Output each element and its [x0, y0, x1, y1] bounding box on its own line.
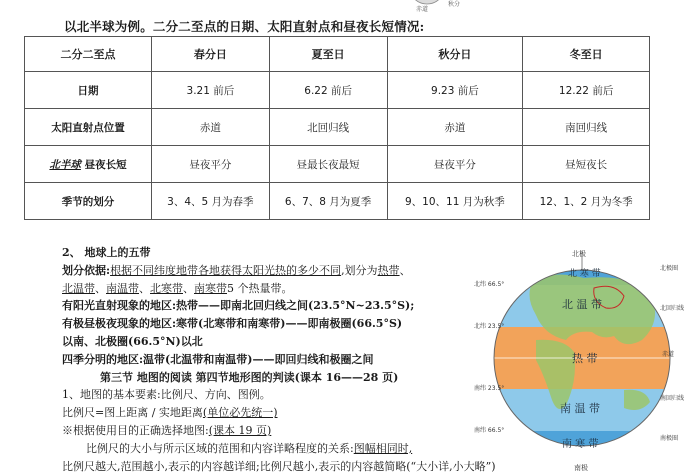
temperate-line: 四季分明的地区:温带(北温带和南温带)——即回归线和极圈之间	[62, 352, 374, 366]
basis-text: 根据不同纬度地带各地获得太阳光热的多少不同	[110, 263, 342, 277]
table-header: 冬至日	[523, 37, 650, 72]
table-header: 秋分日	[387, 37, 523, 72]
choose-map-text: ※根据使用目的正确选择地图:	[62, 423, 209, 437]
table-cell: 6.22 前后	[269, 72, 387, 109]
basis-end: 、	[399, 263, 411, 277]
table-cell: 北回归线	[269, 109, 387, 146]
table-header: 二分二至点	[25, 37, 152, 72]
scale-line	[62, 404, 482, 422]
frigid-line: 有极昼极夜现象的地区:寒带(北寒带和南寒带)——即南极圈(66.5°S)	[62, 317, 403, 331]
table-row	[25, 183, 650, 220]
table-row	[25, 146, 650, 183]
top-figure-fragment	[392, 0, 462, 14]
row-label-prefix: 北半球	[49, 158, 81, 171]
zones-end: 5 个热量带。	[227, 281, 293, 295]
table-cell: 3、4、5 月为春季	[152, 183, 270, 220]
scale-relation-line	[62, 440, 482, 458]
table-header: 夏至日	[269, 37, 387, 72]
five-zones-globe	[474, 240, 685, 472]
table-cell: 3.21 前后	[152, 72, 270, 109]
table-header: 春分日	[152, 37, 270, 72]
zone-north-temperate: 北温带	[62, 281, 95, 295]
side-label: 南极圈	[660, 435, 679, 442]
scale-rule-line: 比例尺越大,范围越小,表示的内容越详细;比例尺越小,表示的内容越简略(“大小详,小大略”)	[62, 459, 496, 473]
table-cell: 赤道	[387, 109, 523, 146]
scale-formula: 比例尺=图上距离 / 实地距离	[62, 406, 203, 420]
table-header-row	[25, 37, 650, 72]
table-cell: 昼最长夜最短	[269, 146, 387, 183]
top-figure-label-left: 赤道	[416, 6, 429, 13]
table-cell: 昼夜平分	[387, 146, 523, 183]
basis-line	[62, 262, 482, 280]
table-cell: 6、7、8 月为夏季	[269, 183, 387, 220]
choose-map-line	[62, 422, 482, 440]
zone-label: 南 温 带	[560, 402, 600, 415]
zone-torrid: 热带	[377, 263, 400, 277]
row-label: 日期	[25, 72, 152, 109]
basis-text-2: ,划分为	[341, 263, 378, 277]
solstice-equinox-table	[24, 36, 650, 220]
lat-label: 北纬 23.5°	[474, 323, 505, 330]
lat-label: 南纬 23.5°	[474, 385, 505, 392]
row-label-text: 昼夜长短	[84, 158, 127, 171]
side-label: 赤道	[662, 351, 675, 358]
row-label	[25, 146, 152, 183]
table-cell: 12、1、2 月为冬季	[523, 183, 650, 220]
basis-label: 划分依据:	[62, 263, 111, 277]
top-figure-label-right: 秋分	[448, 1, 461, 8]
side-label: 北极圈	[660, 265, 679, 272]
section3-title: 第三节 地图的阅读 第四节地形图的判读(课本 16——28 页)	[100, 370, 399, 384]
choose-map-ref: (课本 19 页)	[208, 423, 272, 437]
scale-note: (单位必先统一)	[202, 406, 278, 420]
row-label: 太阳直射点位置	[25, 109, 152, 146]
lat-label: 南纬 66.5°	[474, 427, 505, 434]
zones-line: 北温带、南温带、北寒带、南寒带5 个热量带。	[62, 281, 293, 295]
intro-sentence: 以北半球为例。二分二至点的日期、太阳直射点和昼夜长短情况:	[64, 19, 425, 34]
scale-relation-note: 图幅相同时,	[353, 441, 413, 455]
zone-south-temperate: 南温带	[106, 281, 139, 295]
map-elements-line: 1、地图的基本要素:比例尺、方向、图例。	[62, 388, 271, 402]
south-pole-label: 南极	[574, 464, 588, 472]
table-cell: 南回归线	[523, 109, 650, 146]
table-cell: 9、10、11 月为秋季	[387, 183, 523, 220]
lat-label: 北纬 66.5°	[474, 281, 505, 288]
torrid-line: 有阳光直射现象的地区:热带——即南北回归线之间(23.5°N~23.5°S);	[62, 299, 415, 313]
zone-label: 热 带	[572, 352, 598, 365]
table-row	[25, 72, 650, 109]
zone-north-frigid: 北寒带	[150, 281, 183, 295]
top-figure-earth	[409, 0, 445, 4]
zone-south-frigid: 南寒带	[194, 281, 227, 295]
side-label: 北回归线	[660, 305, 685, 312]
scale-relation-text: 比例尺的大小与所示区域的范围和内容详略程度的关系:	[86, 441, 354, 455]
table-cell: 赤道	[152, 109, 270, 146]
frigid-line-2: 以南、北极圈(66.5°N)以北	[62, 334, 203, 348]
table-row	[25, 109, 650, 146]
table-cell: 12.22 前后	[523, 72, 650, 109]
zone-label: 北 寒 带	[568, 269, 601, 279]
table-cell: 昼夜平分	[152, 146, 270, 183]
section-heading: 2、 地球上的五带	[62, 246, 151, 259]
north-pole-label: 北极	[572, 250, 586, 258]
table-cell: 昼短夜长	[523, 146, 650, 183]
zone-label: 北 温 带	[562, 298, 602, 311]
row-label: 季节的划分	[25, 183, 152, 220]
zone-label: 南 寒 带	[562, 439, 599, 450]
side-label: 南回归线	[660, 395, 685, 402]
table-cell: 9.23 前后	[387, 72, 523, 109]
